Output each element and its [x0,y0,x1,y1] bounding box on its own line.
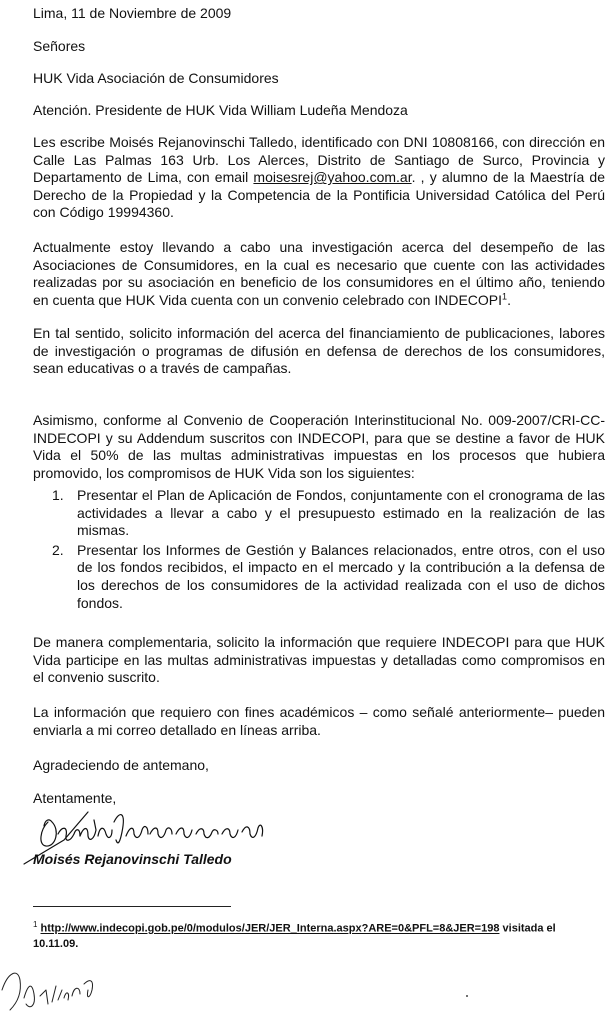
paragraph-academic: La información que requiero con fines académicos – como señalé anteriormente– pueden enviarla a mi correo detallado en líneas arriba. [33,704,605,738]
list-item-number: 2. [52,541,64,558]
email-link[interactable]: moisesrej@yahoo.com.ar [253,169,412,186]
research-text: Actualmente estoy llevando a cabo una investigación acerca del desempeño de las Asociaciones de Consumidores, en la cual es necesario que cuente con las actividades realizadas por su asociación en beneficio de los consumidores en el último año, teniendo en cuenta que HUK Vida cuenta con un convenio celebrado con INDECOPI [33,239,605,308]
paragraph-complementary: De manera complementaria, solicito la información que requiere INDECOPI para que HUK Vida participe en las multas administrativas impuestas y detalladas como compromisos en el convenio suscrito. [33,634,605,686]
footnote-url-link[interactable]: http://www.indecopi.gob.pe/0/modulos/JER/JER_Interna.aspx?ARE=0&PFL=8&JER=198 [40,922,500,935]
addressee: HUK Vida Asociación de Consumidores [33,70,279,86]
salutation: Señores [33,38,86,54]
paragraph-agreement: Asimismo, conforme al Convenio de Cooperación Interinstitucional No. 009-2007/CRI-CC-INDECOPI y su Addendum suscritos con INDECOPI, para que se destine a favor de HUK Vida el 50% de las multas administrativas impuestas en los procesos que hubiera promovido, los compromisos de HUK Vida son los siguientes: [33,412,605,481]
footnote-divider [33,906,231,907]
letter-date: Lima, 11 de Noviembre de 2009 [33,5,232,21]
intro-text-start: Les escribe Moisés Rejanovinschi Talledo, identificado con DNI 10808166, con dirección en Calle Las Palmas 163 Urb. Los Alerces, Distrito de Santiago de Surco, Provincia y Departamento de Lima, con email [33,134,605,186]
closing-line: Atentamente, [33,790,117,806]
list-item-text: Presentar los Informes de Gestión y Balances relacionados, entre otros, con el uso de los fondos recibidos, el impacto en el mercado y la contribución a la defensa de los derechos de los consumidores de la actividad realizada con el uso de dichos fondos. [77,541,605,611]
footnote-reference: 1 [502,291,508,302]
paragraph-request: En tal sentido, solicito información del acerca del financiamiento de publicaciones, labores de investigación o programas de difusión en defensa de derechos de los consumidores, sean educativas o a través de campañas. [33,325,605,377]
list-item-text: Presentar el Plan de Aplicación de Fondos, conjuntamente con el cronograma de las actividades a llevar a cabo y el presupuesto estimado en la realización de las mismas. [77,487,605,539]
attention-line: Atención. Presidente de HUK Vida William Ludeña Mendoza [33,102,408,118]
scan-speck [466,995,468,997]
thanks-line: Agradeciendo de antemano, [33,757,209,773]
footnote-visited-text: visitada el 10.11.09. [33,922,556,950]
intro-text-end: . , y alumno de la Maestría de Derecho de la Propiedad y la Competencia de la Pontificia Universidad Católica del Perú con Código 19994360. [33,169,605,221]
footnote [33,917,593,952]
list-item-number: 1. [52,487,64,503]
research-text-end: . [507,291,511,308]
signer-name: Moisés Rejanovinschi Talledo [33,851,232,867]
footnote-mark: 1 [33,920,38,929]
